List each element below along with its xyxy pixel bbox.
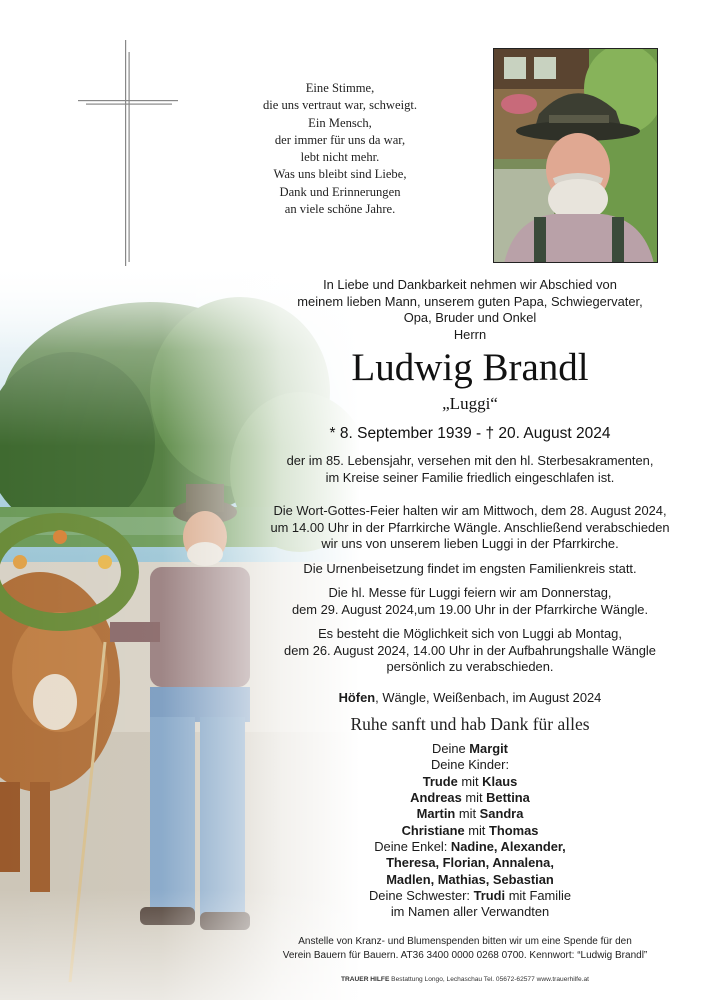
poem-line: der immer für uns da war,	[274, 132, 406, 147]
sister-suffix: mit Familie	[505, 888, 571, 904]
cross-icon	[78, 40, 178, 266]
imprint	[230, 975, 700, 984]
text-line: Die hl. Messe für Luggi feiern wir am Donnerstag,	[328, 585, 612, 600]
intro-line: Opa, Bruder und Onkel	[403, 310, 537, 326]
text-line: Es besteht die Möglichkeit sich von Luggi ab Montag,	[318, 626, 622, 641]
child-line: Trude mit Klaus	[422, 773, 518, 789]
grandchildren-names: Nadine, Alexander,	[450, 839, 566, 855]
poem-line: lebt nicht mehr.	[300, 150, 380, 165]
poem-line: die uns vertraut war, schweigt.	[262, 98, 418, 113]
donation-line: Anstelle von Kranz- und Blumenspenden bitten wir um eine Spende für den	[298, 936, 632, 947]
text-line: der im 85. Lebensjahr, versehen mit den hl. Sterbesakramenten,	[286, 453, 654, 468]
place-rest: , Wängle, Weißenbach, im August 2024	[375, 690, 602, 705]
place-date	[250, 690, 690, 707]
deceased-nickname: „Luggi“	[442, 394, 498, 413]
imprint-brand: TRAUER HILFE	[340, 976, 390, 983]
portrait-photo	[493, 48, 658, 263]
sister-prefix: Deine Schwester:	[368, 888, 474, 904]
text-line: dem 26. August 2024, 14.00 Uhr in der Aufbahrungshalle Wängle	[284, 642, 656, 658]
service-info	[250, 503, 690, 553]
place-bold: Höfen	[338, 690, 376, 705]
poem	[240, 80, 440, 218]
text-line: Die Urnenbeisetzung findet im engsten Familienkreis statt.	[303, 561, 637, 576]
relatives-line: im Namen aller Verwandten	[390, 904, 550, 920]
text-line: um 14.00 Uhr in der Pfarrkirche Wängle. Anschließend verabschieden	[270, 519, 670, 535]
poem-line: an viele schöne Jahre.	[284, 202, 396, 217]
grandchildren-names: Madlen, Mathias, Sebastian	[386, 871, 554, 887]
child-line: Martin mit Sandra	[416, 806, 524, 822]
farewell-info	[250, 626, 690, 676]
child-line: Andreas mit Bettina	[410, 790, 530, 806]
text-line: dem 29. August 2024,um 19.00 Uhr in der Pfarrkirche Wängle.	[291, 601, 649, 617]
sister-name: Trudi	[473, 888, 506, 904]
wife-prefix: Deine	[432, 741, 470, 756]
text-line: wir uns von unserem lieben Luggi in der Pfarrkirche.	[321, 536, 619, 552]
poem-line: Eine Stimme,	[305, 81, 375, 95]
death-info	[250, 453, 690, 486]
wife-name: Margit	[469, 741, 508, 756]
mass-info	[250, 585, 690, 618]
urn-info	[250, 561, 690, 578]
donation-note	[230, 935, 700, 963]
rest-in-peace-line: Ruhe sanft und hab Dank für alles	[350, 714, 590, 734]
intro-text	[250, 277, 690, 343]
poem-line: Dank und Erinnerungen	[279, 184, 401, 199]
intro-line: meinem lieben Mann, unserem guten Papa, Schwiegervater,	[297, 293, 643, 309]
grandchildren-prefix: Deine Enkel:	[374, 839, 451, 855]
text-line: persönlich zu verabschieden.	[386, 659, 554, 675]
imprint-text: Bestattung Longo, Lechaschau Tel. 05672-62577 www.trauerhilfe.at	[389, 976, 590, 983]
life-dates: * 8. September 1939 - † 20. August 2024	[329, 425, 611, 442]
deceased-name: Ludwig Brandl	[351, 346, 589, 389]
poem-line: Ein Mensch,	[308, 115, 372, 130]
family-list	[250, 741, 690, 921]
grandchildren-names: Theresa, Florian, Annalena,	[386, 855, 554, 871]
donation-line: Verein Bauern für Bauern. AT36 3400 0000 0268 0700. Kennwort: “Ludwig Brandl”	[282, 950, 648, 961]
text-line: im Kreise seiner Familie friedlich eingeschlafen ist.	[325, 469, 615, 485]
intro-line: Herrn	[453, 326, 487, 342]
intro-line: In Liebe und Dankbarkeit nehmen wir Abschied von	[323, 277, 617, 292]
child-line: Christiane mit Thomas	[401, 822, 539, 838]
text-line: Die Wort-Gottes-Feier halten wir am Mittwoch, dem 28. August 2024,	[273, 503, 667, 518]
poem-line: Was uns bleibt sind Liebe,	[273, 167, 407, 182]
children-label: Deine Kinder:	[430, 757, 510, 773]
